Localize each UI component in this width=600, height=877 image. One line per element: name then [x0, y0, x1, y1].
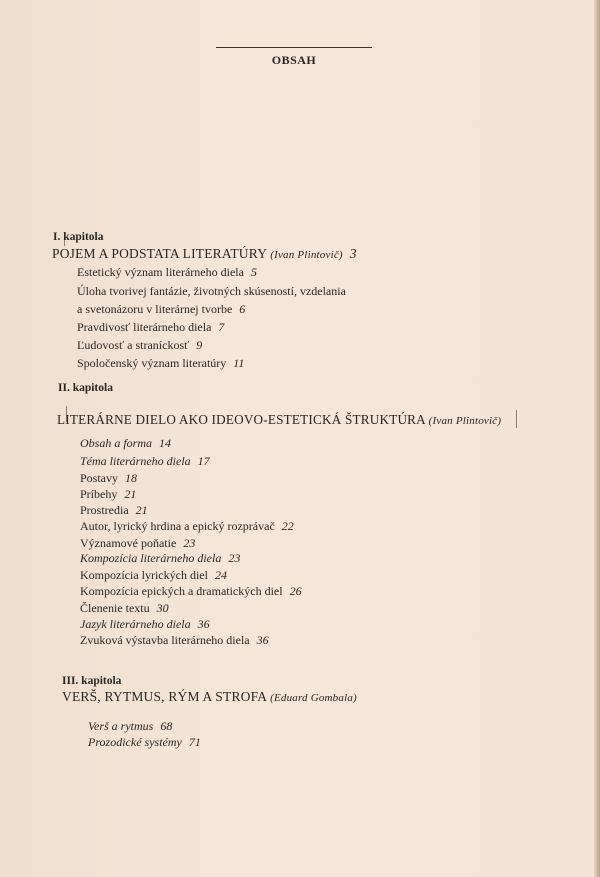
entry-text: Kompozícia literárneho diela	[80, 551, 222, 565]
chapter-title	[57, 412, 501, 428]
entry-text: Významové poňatie	[80, 536, 177, 550]
entry-page: 24	[214, 568, 227, 582]
entry-text: Ľudovosť a straníckosť	[77, 338, 190, 352]
entry-text: Príbehy	[80, 487, 118, 501]
entry-text: a svetonázoru v literárnej tvorbe	[77, 302, 233, 316]
entry-text: Prostredia	[80, 503, 129, 517]
toc-entry	[77, 356, 244, 371]
entry-page: 68	[160, 719, 173, 733]
toc-entry	[80, 436, 171, 451]
toc-entry	[80, 536, 195, 551]
chapter-title-text: VERŠ, RYTMUS, RÝM A STROFA	[62, 689, 267, 704]
chapter-label: II. kapitola	[58, 382, 113, 394]
toc-entry	[80, 503, 148, 518]
entry-text: Členenie textu	[80, 601, 150, 615]
entry-page: 23	[183, 536, 196, 550]
toc-entry	[80, 633, 269, 648]
entry-text: Prozodické systémy	[88, 735, 182, 749]
chapter-author: (Eduard Gombala)	[270, 692, 357, 704]
entry-page: 36	[197, 617, 210, 631]
chapter-author: (Ivan Plintovič)	[428, 415, 502, 427]
page-edge	[594, 0, 600, 877]
toc-entry	[77, 320, 224, 335]
entry-text: Spoločenský význam literatúry	[77, 356, 227, 370]
toc-entry	[88, 735, 201, 750]
entry-text: Postavy	[80, 471, 119, 485]
entry-page: 17	[197, 454, 210, 468]
entry-text: Zvuková výstavba literárneho diela	[80, 633, 250, 647]
entry-page: 36	[256, 633, 269, 647]
entry-page: 26	[289, 584, 302, 598]
entry-page: 7	[218, 320, 225, 334]
toc-entry	[80, 454, 210, 469]
toc-entry	[80, 584, 302, 599]
entry-page: 14	[159, 436, 172, 450]
toc-entry	[80, 617, 210, 632]
entry-page: 23	[228, 551, 241, 565]
entry-text: Estetický význam literárneho diela	[77, 265, 244, 279]
margin-mark	[516, 410, 517, 428]
toc-entry	[77, 265, 257, 280]
entry-text: Kompozícia epických a dramatických diel	[80, 584, 283, 598]
chapter-author: (Ivan Plintovič)	[270, 249, 343, 261]
entry-page: 22	[281, 519, 294, 533]
chapter-label: III. kapitola	[62, 675, 122, 687]
toc-entry	[77, 338, 202, 353]
toc-entry	[80, 568, 227, 583]
entry-page: 21	[135, 503, 148, 517]
entry-text: Verš a rytmus	[88, 719, 154, 733]
toc-entry	[80, 487, 136, 502]
entry-text: Úloha tvorivej fantázie, životných skúseností, vzdelania	[77, 284, 346, 298]
page-title: OBSAH	[271, 53, 317, 67]
entry-text: Jazyk literárneho diela	[80, 617, 191, 631]
toc-entry	[77, 284, 346, 299]
entry-page: 18	[125, 471, 138, 485]
entry-page: 9	[196, 338, 203, 352]
chapter-title-text: LITERÁRNE DIELO AKO IDEOVO-ESTETICKÁ ŠTRUKTÚRA	[57, 412, 426, 427]
entry-text: Obsah a forma	[80, 436, 153, 450]
chapter-title	[52, 246, 357, 262]
chapter-label: I. kapitola	[53, 231, 104, 243]
toc-entry	[80, 601, 169, 616]
toc-entry	[88, 719, 172, 734]
entry-text: Kompozícia lyrických diel	[80, 568, 208, 582]
entry-text: Téma literárneho diela	[80, 454, 191, 468]
chapter-title-text: POJEM A PODSTATA LITERATÚRY	[52, 246, 267, 261]
entry-page: 30	[156, 601, 169, 615]
toc-entry	[80, 551, 240, 566]
entry-page: 11	[233, 356, 245, 370]
entry-page: 5	[250, 265, 257, 279]
entry-page: 71	[188, 735, 201, 749]
toc-entry	[80, 471, 137, 486]
entry-page: 21	[124, 487, 137, 501]
entry-page: 6	[239, 302, 246, 316]
entry-text: Autor, lyrický hrdina a epický rozprávač	[80, 519, 275, 533]
toc-entry	[77, 302, 245, 317]
heading-rule	[216, 47, 372, 48]
chapter-title	[62, 689, 357, 705]
entry-text: Pravdivosť literárneho diela	[77, 320, 212, 334]
chapter-page: 3	[349, 246, 357, 261]
toc-entry	[80, 519, 294, 534]
